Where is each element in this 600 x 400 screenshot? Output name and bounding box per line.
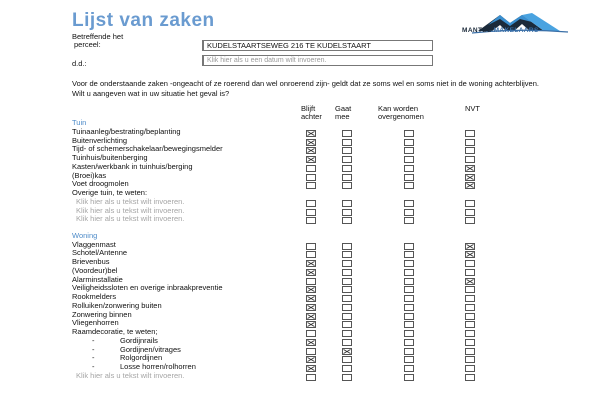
- item-label: Voet droogmolen: [72, 179, 129, 189]
- date-label: d.d.:: [72, 59, 87, 68]
- x-mark-icon: [466, 252, 474, 257]
- sub-bullet: -: [92, 335, 95, 345]
- item-label: Vliegenhorren: [72, 318, 119, 328]
- checkbox-gaat-mee[interactable]: [342, 260, 352, 267]
- checkbox-nvt[interactable]: [465, 165, 475, 172]
- checkbox-kan-worden-overgenomen[interactable]: [404, 251, 414, 258]
- sub-item-label: Gordijnen/vitrages: [120, 344, 181, 354]
- checkbox-blijft-achter[interactable]: [306, 182, 316, 189]
- perceel-label-line1: Betreffende het: [72, 32, 124, 41]
- item-label: (Broei)kas: [72, 170, 107, 180]
- checkbox-nvt[interactable]: [465, 209, 475, 216]
- checkbox-blijft-achter[interactable]: [306, 217, 316, 224]
- checkbox-gaat-mee[interactable]: [342, 278, 352, 285]
- checkbox-blijft-achter[interactable]: [306, 330, 316, 337]
- checkbox-blijft-achter[interactable]: [306, 365, 316, 372]
- checkbox-blijft-achter[interactable]: [306, 147, 316, 154]
- checkbox-blijft-achter[interactable]: [306, 251, 316, 258]
- checkbox-blijft-achter[interactable]: [306, 165, 316, 172]
- checkbox-nvt[interactable]: [465, 139, 475, 146]
- text-placeholder-field[interactable]: Klik hier als u tekst wilt invoeren.: [76, 214, 185, 224]
- col-gaat-mee-header: [335, 105, 351, 121]
- sub-item-label: Losse horren/rolhorren: [120, 362, 196, 372]
- header-line2: overgenomen: [378, 112, 424, 121]
- x-mark-icon: [307, 131, 315, 136]
- item-label: Rolluiken/zonwering buiten: [72, 300, 162, 310]
- checkbox-nvt[interactable]: [465, 348, 475, 355]
- item-label: [92, 336, 158, 345]
- checkbox-gaat-mee[interactable]: [342, 295, 352, 302]
- checkbox-kan-worden-overgenomen[interactable]: [404, 156, 414, 163]
- section-title-woning: Woning: [72, 230, 98, 240]
- item-label: [92, 362, 196, 371]
- item-label: Veiligheidssloten en overige inbraakpreventie: [72, 283, 223, 293]
- logo-brand-secondary: MAKELAARS: [493, 27, 539, 34]
- checkbox-kan-worden-overgenomen[interactable]: [404, 243, 414, 250]
- x-mark-icon: [307, 157, 315, 162]
- checkbox-kan-worden-overgenomen[interactable]: [404, 304, 414, 311]
- checkbox-nvt[interactable]: [465, 321, 475, 328]
- col-nvt-header: [465, 105, 480, 113]
- x-mark-icon: [307, 287, 315, 292]
- checkbox-blijft-achter[interactable]: [306, 304, 316, 311]
- item-label: Rookmelders: [72, 292, 117, 302]
- checkbox-nvt[interactable]: [465, 374, 475, 381]
- checkbox-gaat-mee[interactable]: [342, 147, 352, 154]
- item-label: [92, 345, 181, 354]
- checkbox-blijft-achter[interactable]: [306, 130, 316, 137]
- checkbox-blijft-achter[interactable]: [306, 278, 316, 285]
- text-placeholder-field[interactable]: Klik hier als u tekst wilt invoeren.: [76, 205, 185, 215]
- checkbox-nvt[interactable]: [465, 304, 475, 311]
- sub-bullet: -: [92, 344, 95, 354]
- x-mark-icon: [307, 366, 315, 371]
- checkbox-blijft-achter[interactable]: [306, 339, 316, 346]
- x-mark-icon: [307, 314, 315, 319]
- checkbox-kan-worden-overgenomen[interactable]: [404, 348, 414, 355]
- x-mark-icon: [307, 305, 315, 310]
- item-label: [92, 353, 162, 362]
- checkbox-nvt[interactable]: [465, 356, 475, 363]
- checkbox-blijft-achter[interactable]: [306, 269, 316, 276]
- checkbox-blijft-achter[interactable]: [306, 374, 316, 381]
- x-mark-icon: [307, 296, 315, 301]
- checkbox-gaat-mee[interactable]: [342, 304, 352, 311]
- x-mark-icon: [466, 244, 474, 249]
- sub-bullet: -: [92, 362, 95, 372]
- checkbox-kan-worden-overgenomen[interactable]: [404, 286, 414, 293]
- checkbox-gaat-mee[interactable]: [342, 156, 352, 163]
- checkbox-nvt[interactable]: [465, 278, 475, 285]
- checkbox-gaat-mee[interactable]: [342, 182, 352, 189]
- x-mark-icon: [307, 340, 315, 345]
- checkbox-kan-worden-overgenomen[interactable]: [404, 374, 414, 381]
- item-label: Kasten/werkbank in tuinhuis/berging: [72, 161, 193, 171]
- checkbox-nvt[interactable]: [465, 365, 475, 372]
- checkbox-nvt[interactable]: [465, 156, 475, 163]
- x-mark-icon: [307, 322, 315, 327]
- x-mark-icon: [307, 261, 315, 266]
- checkbox-nvt[interactable]: [465, 174, 475, 181]
- checkbox-blijft-achter[interactable]: [306, 286, 316, 293]
- checkbox-nvt[interactable]: [465, 147, 475, 154]
- checkbox-gaat-mee[interactable]: [342, 251, 352, 258]
- checkbox-kan-worden-overgenomen[interactable]: [404, 217, 414, 224]
- checkbox-gaat-mee[interactable]: [342, 209, 352, 216]
- checkbox-kan-worden-overgenomen[interactable]: [404, 295, 414, 302]
- checkbox-gaat-mee[interactable]: [342, 130, 352, 137]
- checkbox-nvt[interactable]: [465, 182, 475, 189]
- checkbox-blijft-achter[interactable]: [306, 209, 316, 216]
- checkbox-blijft-achter[interactable]: [306, 139, 316, 146]
- item-label: Buitenverlichting: [72, 135, 128, 145]
- sub-bullet: -: [92, 353, 95, 363]
- perceel-field[interactable]: KUDELSTAARTSEWEG 216 TE KUDELSTAART: [202, 40, 433, 51]
- sub-item-label: Gordijnrails: [120, 335, 158, 345]
- header-line1: Kan worden: [378, 104, 419, 113]
- checkbox-kan-worden-overgenomen[interactable]: [404, 356, 414, 363]
- checkbox-gaat-mee[interactable]: [342, 348, 352, 355]
- x-mark-icon: [466, 175, 474, 180]
- checkbox-blijft-achter[interactable]: [306, 348, 316, 355]
- checkbox-blijft-achter[interactable]: [306, 356, 316, 363]
- header-line2: achter: [301, 112, 322, 121]
- checkbox-blijft-achter[interactable]: [306, 200, 316, 207]
- checkbox-kan-worden-overgenomen[interactable]: [404, 130, 414, 137]
- checkbox-nvt[interactable]: [465, 286, 475, 293]
- x-mark-icon: [307, 148, 315, 153]
- x-mark-icon: [466, 279, 474, 284]
- checkbox-nvt[interactable]: [465, 330, 475, 337]
- checkbox-kan-worden-overgenomen[interactable]: [404, 209, 414, 216]
- checkbox-kan-worden-overgenomen[interactable]: [404, 260, 414, 267]
- checkbox-nvt[interactable]: [465, 260, 475, 267]
- subsection-heading: Overige tuin, te weten:: [72, 188, 148, 197]
- checkbox-nvt[interactable]: [465, 243, 475, 250]
- x-mark-icon: [466, 166, 474, 171]
- checkbox-gaat-mee[interactable]: [342, 330, 352, 337]
- checkbox-nvt[interactable]: [465, 251, 475, 258]
- checkbox-nvt[interactable]: [465, 217, 475, 224]
- checkbox-blijft-achter[interactable]: [306, 313, 316, 320]
- checkbox-nvt[interactable]: [465, 130, 475, 137]
- perceel-label-line2: perceel:: [74, 40, 101, 49]
- item-label: (Voordeur)bel: [72, 265, 118, 275]
- checkbox-kan-worden-overgenomen[interactable]: [404, 174, 414, 181]
- checkbox-blijft-achter[interactable]: [306, 174, 316, 181]
- checkbox-gaat-mee[interactable]: [342, 313, 352, 320]
- item-label: Tuinhuis/buitenberging: [72, 153, 148, 162]
- item-label: Tuinaanleg/bestrating/beplanting: [72, 126, 181, 136]
- checkbox-gaat-mee[interactable]: [342, 243, 352, 250]
- checkbox-gaat-mee[interactable]: [342, 356, 352, 363]
- x-mark-icon: [343, 349, 351, 354]
- item-label: Schotel/Antenne: [72, 248, 128, 258]
- item-label: Brievenbus: [72, 257, 110, 267]
- checkbox-kan-worden-overgenomen[interactable]: [404, 165, 414, 172]
- text-placeholder-field[interactable]: Klik hier als u tekst wilt invoeren.: [76, 370, 185, 380]
- checkbox-kan-worden-overgenomen[interactable]: [404, 269, 414, 276]
- item-label: Zonwering binnen: [72, 309, 132, 319]
- logo-text: [462, 27, 572, 34]
- checkbox-kan-worden-overgenomen[interactable]: [404, 313, 414, 320]
- checkbox-gaat-mee[interactable]: [342, 339, 352, 346]
- checkbox-kan-worden-overgenomen[interactable]: [404, 147, 414, 154]
- checkbox-blijft-achter[interactable]: [306, 260, 316, 267]
- checkbox-blijft-achter[interactable]: [306, 321, 316, 328]
- checkbox-gaat-mee[interactable]: [342, 269, 352, 276]
- x-mark-icon: [307, 357, 315, 362]
- sub-item-label: Rolgordijnen: [120, 353, 163, 363]
- checkbox-kan-worden-overgenomen[interactable]: [404, 339, 414, 346]
- checkbox-kan-worden-overgenomen[interactable]: [404, 321, 414, 328]
- header-line1: Gaat: [335, 104, 352, 113]
- checkbox-nvt[interactable]: [465, 295, 475, 302]
- intro-text: Voor de onderstaande zaken -ongeacht of ze roerend dan wel onroerend zijn- geldt dat ze soms wel en soms niet in de woning achterblijven. Wilt u aangeven wat in uw situatie het geval is?: [72, 79, 539, 98]
- x-mark-icon: [307, 140, 315, 145]
- checkbox-gaat-mee[interactable]: [342, 217, 352, 224]
- checkbox-gaat-mee[interactable]: [342, 321, 352, 328]
- item-label: Alarminstallatie: [72, 274, 123, 284]
- checkbox-nvt[interactable]: [465, 313, 475, 320]
- checkbox-kan-worden-overgenomen[interactable]: [404, 278, 414, 285]
- logo-brand-primary: MANTEL: [462, 27, 492, 34]
- header-line1: Blijft: [301, 104, 316, 113]
- col-blijft-achter-header: [301, 105, 322, 121]
- section-title-tuin: Tuin: [72, 118, 87, 127]
- x-mark-icon: [466, 183, 474, 188]
- checkbox-nvt[interactable]: [465, 339, 475, 346]
- col-kan-worden-overgenomen-header: [378, 105, 424, 121]
- checkbox-nvt[interactable]: [465, 269, 475, 276]
- x-mark-icon: [307, 270, 315, 275]
- checkbox-kan-worden-overgenomen[interactable]: [404, 200, 414, 207]
- checkbox-blijft-achter[interactable]: [306, 295, 316, 302]
- checkbox-gaat-mee[interactable]: [342, 286, 352, 293]
- text-placeholder-field[interactable]: Klik hier als u tekst wilt invoeren.: [76, 196, 185, 206]
- checkbox-gaat-mee[interactable]: [342, 365, 352, 372]
- item-label: Raamdecoratie, te weten;: [72, 327, 158, 337]
- page-title: Lijst van zaken: [72, 10, 215, 31]
- checkbox-gaat-mee[interactable]: [342, 165, 352, 172]
- checkbox-gaat-mee[interactable]: [342, 174, 352, 181]
- item-label: Tijd- of schemerschakelaar/bewegingsmelder: [72, 144, 223, 154]
- item-label: Vlaggenmast: [72, 239, 116, 249]
- checkbox-kan-worden-overgenomen[interactable]: [404, 139, 414, 146]
- header-line2: mee: [335, 112, 350, 121]
- checkbox-blijft-achter[interactable]: [306, 156, 316, 163]
- header-line1: NVT: [465, 104, 480, 113]
- checkbox-gaat-mee[interactable]: [342, 374, 352, 381]
- checkbox-nvt[interactable]: [465, 200, 475, 207]
- checkbox-gaat-mee[interactable]: [342, 200, 352, 207]
- checkbox-gaat-mee[interactable]: [342, 139, 352, 146]
- checkbox-blijft-achter[interactable]: [306, 243, 316, 250]
- checkbox-kan-worden-overgenomen[interactable]: [404, 365, 414, 372]
- date-field[interactable]: Klik hier als u een datum wilt invoeren.: [202, 55, 433, 66]
- checkbox-kan-worden-overgenomen[interactable]: [404, 330, 414, 337]
- checkbox-kan-worden-overgenomen[interactable]: [404, 182, 414, 189]
